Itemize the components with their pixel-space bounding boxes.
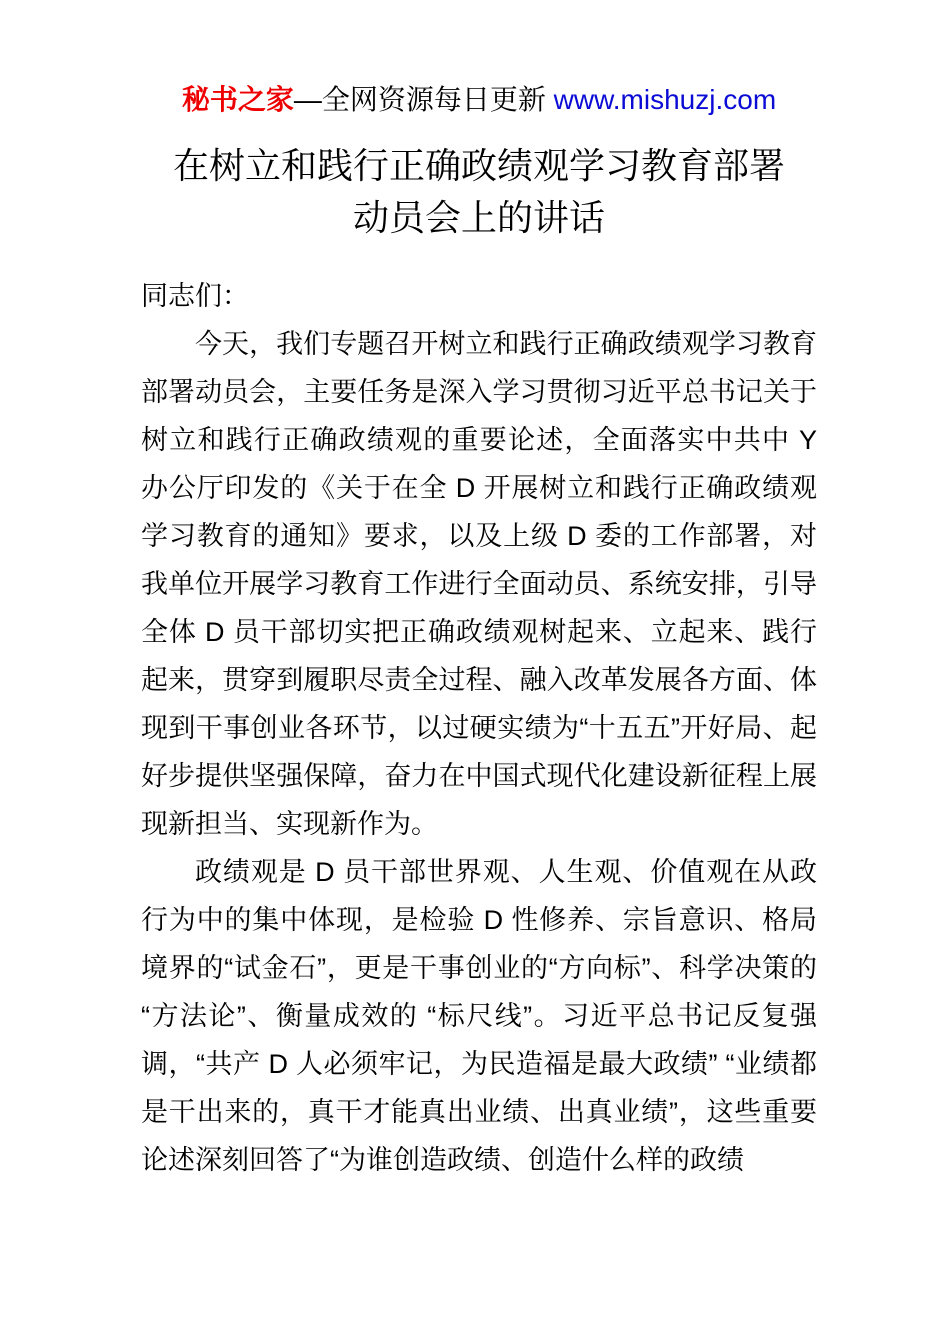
header-separator: — bbox=[293, 84, 322, 115]
brand-text: 秘书之家 bbox=[181, 84, 294, 115]
document-title bbox=[141, 140, 817, 244]
header-url-link[interactable]: www.mishuzj.com bbox=[553, 84, 777, 115]
paragraph-2: 政绩观是 D 员干部世界观、人生观、价值观在从政行为中的集中体现，是检验 D 性修养、宗旨意识、格局境界的“试金石”，更是干事创业的“方向标”、科学决策的“方法论”、衡量成效的 “标尺线”。习近平总书记反复强调，“共产 D 人必须牢记，为民造福是最大政绩” “业绩都是干出来的，真干才能真出业绩、出真业绩”，这些重要论述深刻回答了“为谁创造政绩、创造什么样的政绩 bbox=[141, 857, 817, 1175]
title-line-1: 在树立和践行正确政绩观学习教育部署 bbox=[172, 145, 785, 186]
salutation: 同志们： bbox=[141, 281, 249, 311]
header-tagline: 全网资源每日更新 bbox=[321, 84, 554, 115]
site-header bbox=[141, 82, 817, 118]
paragraph-1: 今天，我们专题召开树立和践行正确政绩观学习教育部署动员会，主要任务是深入学习贯彻习近平总书记关于树立和践行正确政绩观的重要论述，全面落实中共中 Y 办公厅印发的《关于在全 D 开展树立和践行正确政绩观学习教育的通知》要求，以及上级 D 委的工作部署，对我单位开展学习教育工作进行全面动员、系统安排，引导全体 D 员干部切实把正确政绩观树起来、立起来、践行起来，贯穿到履职尽责全过程、融入改革发展各方面、体现到干事创业各环节，以过硬实绩为“十五五”开好局、起好步提供坚强保障，奋力在中国式现代化建设新征程上展现新担当、实现新作为。 bbox=[141, 329, 817, 839]
title-line-2: 动员会上的讲话 bbox=[352, 197, 605, 238]
document-body bbox=[141, 272, 817, 1184]
